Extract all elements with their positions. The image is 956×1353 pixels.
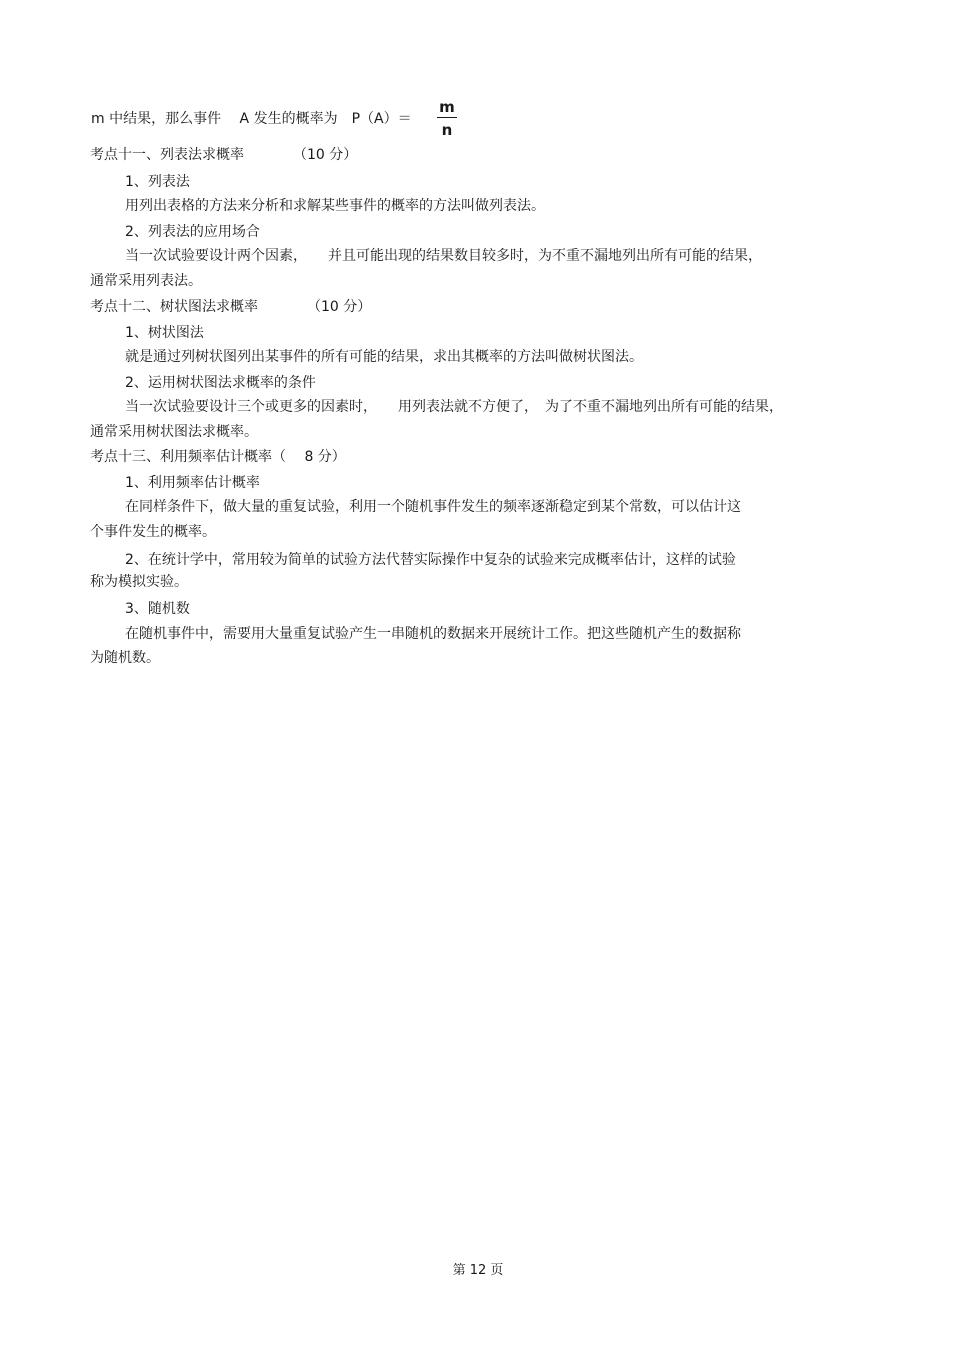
- item-body-line: 用列出表格的方法来分析和求解某些事件的概率的方法叫做列表法。: [125, 198, 545, 214]
- item-body-line: 就是通过列树状图列出某事件的所有可能的结果，求出其概率的方法叫做树状图法。: [125, 349, 643, 365]
- item-title: 2、运用树状图法求概率的条件: [125, 375, 316, 391]
- item-title: 1、利用频率估计概率: [125, 475, 260, 491]
- item-body-line: 称为模拟实验。: [90, 574, 188, 590]
- item-body-line: 个事件发生的概率。: [90, 524, 216, 540]
- item-body-line: 在随机事件中，需要用大量重复试验产生一串随机的数据来开展统计工作。把这些随机产生的数据称: [125, 626, 741, 642]
- item-body-line: 当一次试验要设计两个因素， 并且可能出现的结果数目较多时，为不重不漏地列出所有可能的结果，: [125, 248, 762, 264]
- probability-fraction: [437, 98, 457, 139]
- item-title: 1、列表法: [125, 174, 190, 190]
- item-title: 2、在统计学中，常用较为简单的试验方法代替实际操作中复杂的试验来完成概率估计，这样的试验: [125, 552, 736, 568]
- section-heading: 考点十二、树状图法求概率 （10 分）: [90, 299, 372, 315]
- item-body-line: 在同样条件下，做大量的重复试验，利用一个随机事件发生的频率逐渐稳定到某个常数，可以估计这: [125, 499, 741, 515]
- section-heading: 考点十一、列表法求概率 （10 分）: [90, 147, 358, 163]
- fraction-numerator: m: [439, 98, 455, 116]
- fraction-bar: [437, 117, 457, 118]
- item-body-line: 当一次试验要设计三个或更多的因素时， 用列表法就不方便了， 为了不重不漏地列出所有可能的结果，: [125, 399, 783, 415]
- intro-text: m 中结果，那么事件 A 发生的概率为 P（A）＝: [91, 111, 412, 127]
- item-body-line: 为随机数。: [90, 650, 160, 666]
- fraction-denominator: n: [441, 121, 453, 139]
- item-title: 2、列表法的应用场合: [125, 224, 260, 240]
- item-body-line: 通常采用列表法。: [90, 273, 202, 289]
- section-heading: 考点十三、利用频率估计概率（ 8 分）: [90, 449, 346, 465]
- item-title: 1、树状图法: [125, 325, 204, 341]
- page-number: 第 12 页: [452, 1263, 504, 1278]
- item-title: 3、随机数: [125, 601, 190, 617]
- item-body-line: 通常采用树状图法求概率。: [90, 424, 258, 440]
